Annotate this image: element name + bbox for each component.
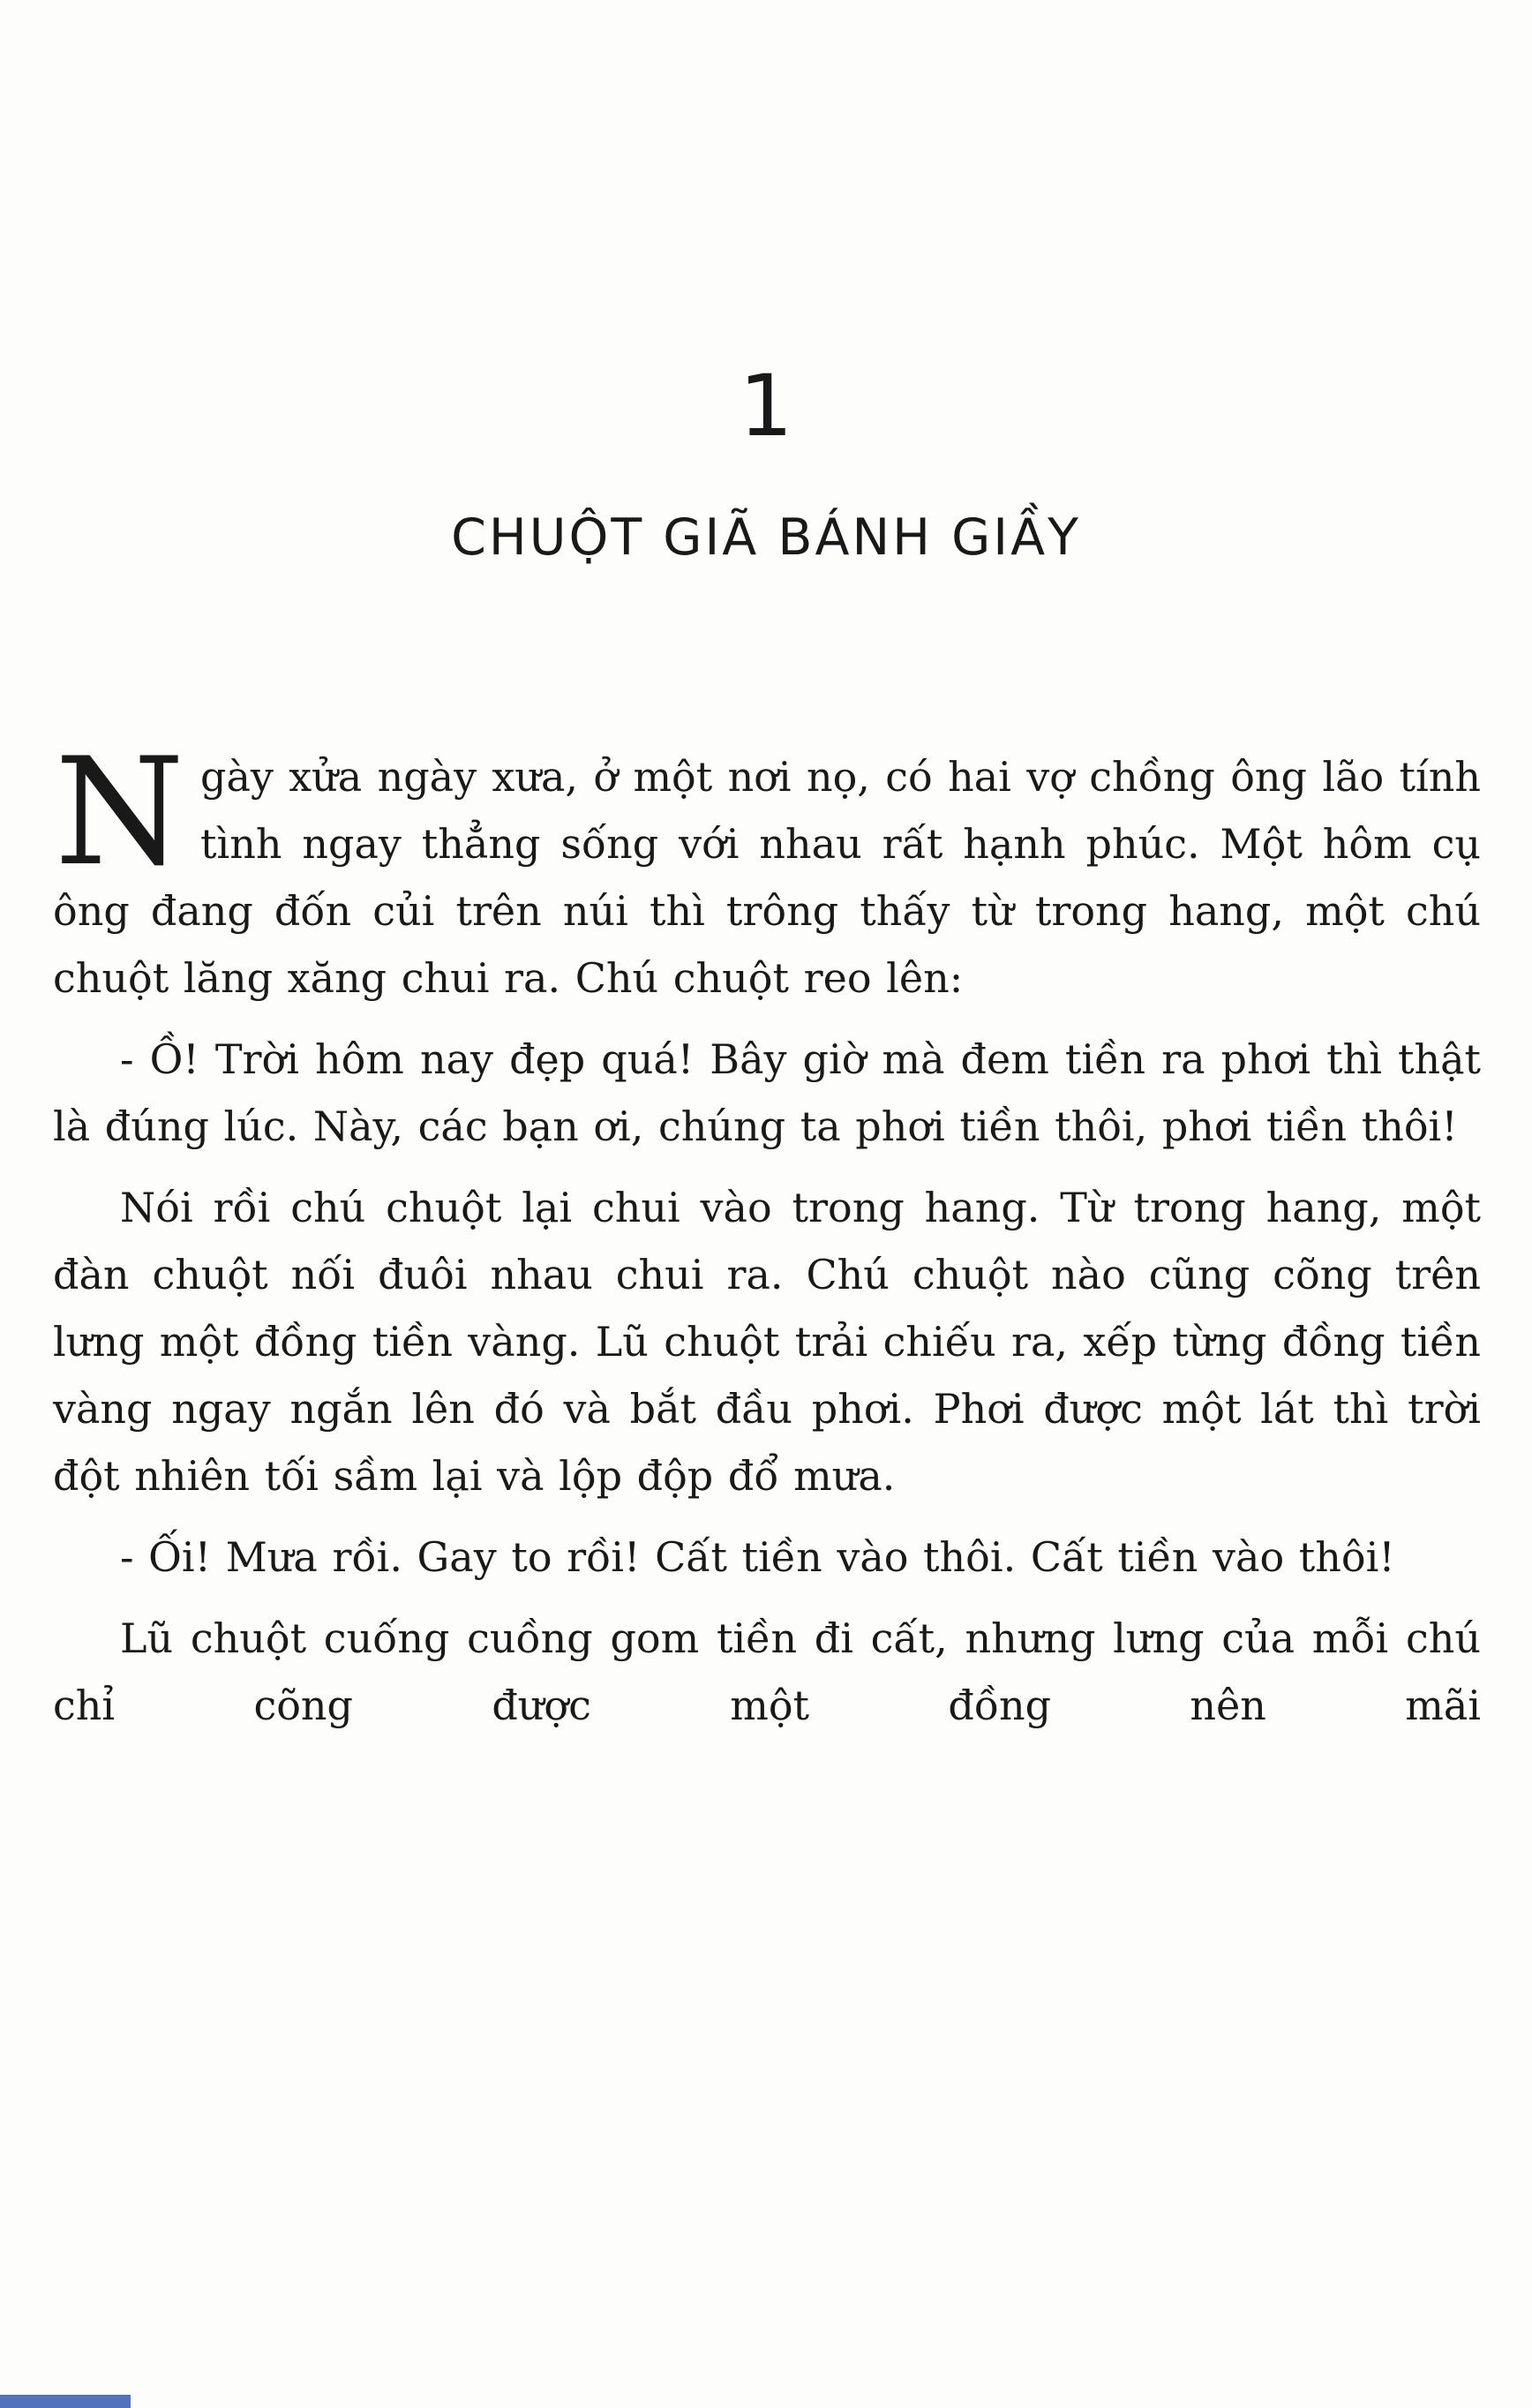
paragraph [53,1524,1481,1591]
paragraph [53,1174,1481,1509]
paragraph [53,725,1481,1012]
chapter-title: CHUỘT GIÃ BÁNH GIẦY [451,508,1081,567]
paragraph [53,1026,1481,1160]
paragraph-text: Lũ chuột cuống cuồng gom tiền đi cất, nhưng lưng của mỗi chú chỉ cõng được một đồng nên mãi [53,1614,1481,1729]
page-corner-accent-bar [0,2395,131,2408]
paragraph-text: gày xửa ngày xưa, ở một nơi nọ, có hai vợ chồng ông lão tính tình ngay thẳng sống với nhau rất hạnh phúc. Một hôm cụ ông đang đốn củi trên núi thì trông thấy từ trong hang, một chú chuột lăng xăng chui ra. Chú chuột reo lên: [53,752,1481,1002]
paragraph-text: - Ồ! Trời hôm nay đẹp quá! Bây giờ mà đem tiền ra phơi thì thật là đúng lúc. Này, các bạn ơi, chúng ta phơi tiền thôi, phơi tiền thôi! [53,1035,1481,1150]
story-text [53,725,1481,1739]
paragraph [53,1605,1481,1739]
paragraph-text: - Ối! Mưa rồi. Gay to rồi! Cất tiền vào thôi. Cất tiền vào thôi! [120,1532,1395,1581]
chapter-number: 1 [739,357,793,455]
paragraph-text: Nói rồi chú chuột lại chui vào trong hang. Từ trong hang, một đàn chuột nối đuôi nhau chui ra. Chú chuột nào cũng cõng trên lưng một đồng tiền vàng. Lũ chuột trải chiếu ra, xếp từng đồng tiền vàng ngay ngắn lên đó và bắt đầu phơi. Phơi được một lát thì trời đột nhiên tối sầm lại và lộp độp đổ mưa. [53,1183,1481,1500]
drop-cap: N [55,725,184,899]
